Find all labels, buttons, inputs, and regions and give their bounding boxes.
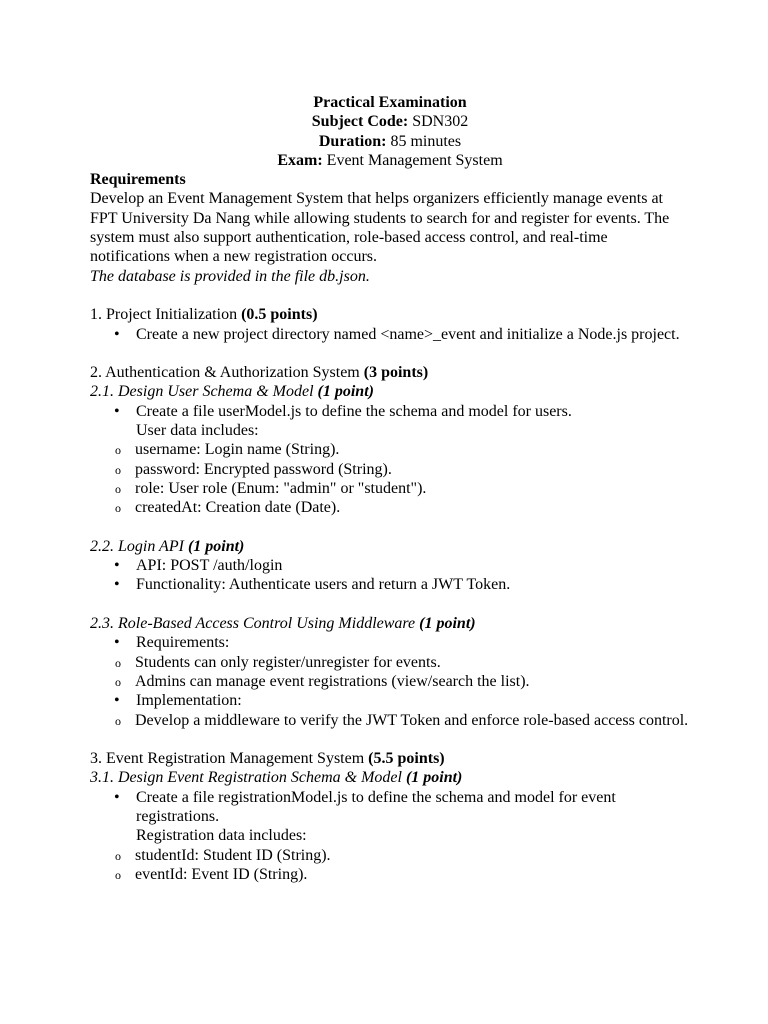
section-3-1-points: (1 point) [405, 769, 463, 787]
field-item: o eventId: Event ID (String). [90, 865, 690, 884]
list-item-subtext: User data includes: [136, 422, 259, 440]
exam-label: Exam: [277, 151, 323, 169]
list-item: • Create a new project directory named <name>_event and initialize a Node.js project. [90, 325, 690, 344]
field-item: o Develop a middleware to verify the JWT Token and enforce role-based access control. [90, 711, 690, 730]
list-item [90, 402, 690, 441]
section-2 [90, 363, 690, 730]
section-2-2-title: 2.2. Login API [90, 537, 188, 555]
list-item-text: • Create a file registrationModel.js to define the schema and model for event registrations. [136, 788, 616, 825]
section-3-1-title: 3.1. Design Event Registration Schema & Model [90, 769, 406, 787]
field-item: o Admins can manage event registrations (view/search the list). [90, 672, 690, 691]
requirements-section [90, 170, 690, 286]
exam-header [90, 93, 690, 170]
subject-label: Subject Code: [311, 113, 409, 131]
list-item [90, 788, 690, 846]
list-item: • API: POST /auth/login [90, 556, 690, 575]
field-item: o password: Encrypted password (String). [90, 460, 690, 479]
list-item-subtext: Registration data includes: [136, 827, 307, 845]
section-2-2-points: (1 point) [187, 537, 245, 555]
section-2-1-points: (1 point) [317, 383, 374, 401]
exam-value: Event Management System [322, 151, 503, 169]
duration-label: Duration: [318, 132, 387, 150]
section-3 [90, 749, 690, 884]
duration-value: 85 minutes [386, 132, 462, 150]
field-item: o Students can only register/unregister for events. [90, 653, 690, 672]
section-3-points: (5.5 points) [368, 750, 445, 768]
document-content [90, 93, 690, 884]
section-2-3-title: 2.3. Role-Based Access Control Using Middleware [90, 615, 420, 633]
section-1 [90, 305, 690, 344]
field-item: o role: User role (Enum: "admin" or "student"). [90, 479, 690, 498]
section-2-1-title: 2.1. Design User Schema & Model [90, 383, 318, 401]
section-3-title: 3. Event Registration Management System [90, 750, 369, 768]
list-item: • Functionality: Authenticate users and return a JWT Token. [90, 575, 690, 594]
requirements-body: Develop an Event Management System that helps organizers efficiently manage events at FPT University Da Nang while allowing students to search for and register for events. The system must also support authentication, role-based access control, and real-time notifications when a new registration occurs. [90, 190, 670, 266]
field-item: o username: Login name (String). [90, 440, 690, 459]
list-item-text: • Create a file userModel.js to define the schema and model for users. [136, 402, 572, 420]
requirements-note: The database is provided in the file db.json. [90, 267, 370, 285]
section-1-title: 1. Project Initialization [90, 306, 242, 324]
section-2-points: (3 points) [363, 364, 429, 382]
list-item: • Requirements: [90, 633, 690, 652]
field-item: o createdAt: Creation date (Date). [90, 498, 690, 517]
exam-title: Practical Examination [313, 94, 467, 111]
section-2-title: 2. Authentication & Authorization System [90, 364, 364, 382]
section-1-points: (0.5 points) [241, 306, 318, 324]
field-item: o studentId: Student ID (String). [90, 846, 690, 865]
subject-value: SDN302 [408, 113, 469, 131]
section-2-3-points: (1 point) [419, 615, 476, 633]
list-item: • Implementation: [90, 691, 690, 710]
requirements-heading: Requirements [90, 171, 186, 189]
